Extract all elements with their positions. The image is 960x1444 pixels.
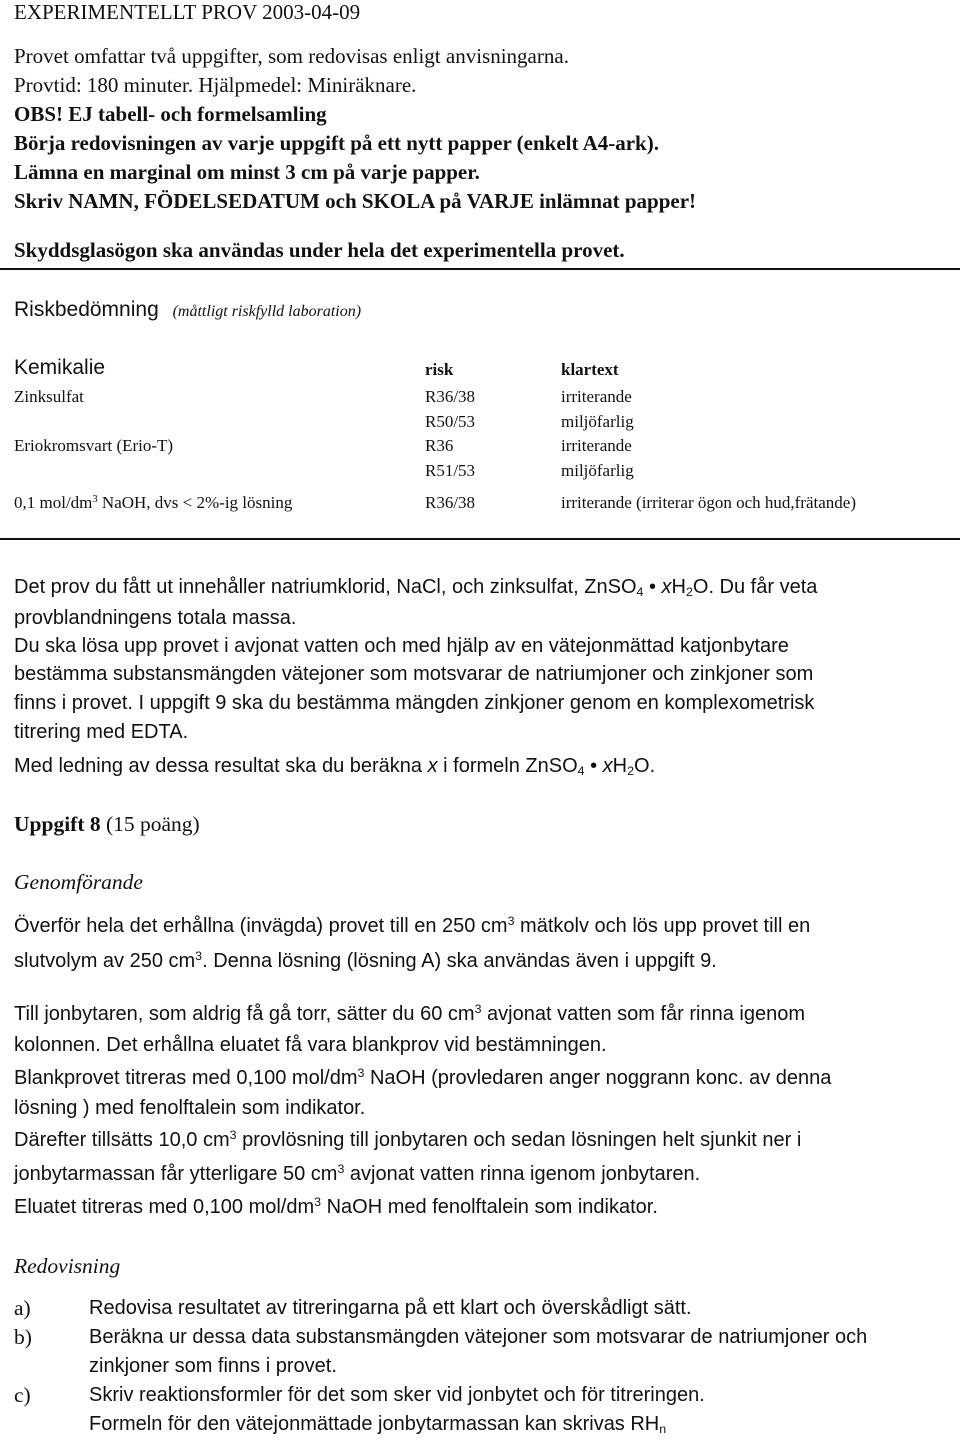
intro-line: Provet omfattar två uppgifter, som redovisas enligt anvisningarna. <box>14 44 569 68</box>
list-item-text: Redovisa resultatet av titreringarna på ett klart och överskådligt sätt. <box>89 1297 692 1319</box>
safety-line: Skyddsglasögon ska användas under hela det experimentella provet. <box>14 238 625 262</box>
borja-line: Börja redovisningen av varje uppgift på ett nytt papper (enkelt A4-ark). <box>14 131 659 155</box>
section-redovisning: Redovisning <box>14 1254 121 1278</box>
marginal-line: Lämna en marginal om minst 3 cm på varje papper. <box>14 160 480 184</box>
list-item-text: zinkjoner som finns i provet. <box>89 1355 337 1377</box>
procedure-line: Eluatet titreras med 0,100 mol/$dm^3$ NaOH med fenolftalein som indikator. <box>14 1195 658 1218</box>
col-header-risk: risk <box>425 360 454 379</box>
intro-text-line: Det prov du fått ut innehåller natriumklorid, NaCl, och zinksulfat, ZnSO$_4$ • $xH_2O$. Du får veta <box>14 576 818 600</box>
chem-klartext: irriterande <box>561 436 632 455</box>
chem-klartext: irriterande (irriterar ögon och hud,frätande) <box>561 493 856 512</box>
chem-klartext: miljöfarlig <box>561 412 634 431</box>
formula-line: Formeln för den vätejonmättade jonbytarmassan kan skrivas $RH_n$ <box>89 1413 667 1437</box>
provtid-line: Provtid: 180 minuter. Hjälpmedel: Miniräknare. <box>14 73 417 97</box>
chem-risk: R36 <box>425 436 454 455</box>
list-item-letter: b) <box>14 1325 32 1349</box>
procedure-line: Därefter tillsätts 10,0 $cm^3$ provlösning till jonbytaren och sedan lösningen helt sjunkit ner i <box>14 1128 802 1151</box>
page-title: EXPERIMENTELLT PROV 2003-04-09 <box>14 0 361 24</box>
procedure-line: Blankprovet titreras med 0,100 mol/$dm^3$ NaOH (provledaren anger noggrann konc. av denna <box>14 1066 832 1089</box>
obs-line: OBS! EJ tabell- och formelsamling <box>14 102 327 126</box>
col-header-klartext: klartext <box>561 360 619 379</box>
intro-text-line: Med ledning av dessa resultat ska du beräkna x i formeln ZnSO$_4$ • $xH_2O$. <box>14 755 656 779</box>
chem-risk: R36/38 <box>425 493 476 512</box>
uppgift-heading: Uppgift 8 (15 poäng) <box>14 812 200 836</box>
intro-text-line: finns i provet. I uppgift 9 ska du bestämma mängden zinkjoner genom en komplexometrisk <box>14 692 815 714</box>
chem-name: Eriokromsvart (Erio-T) <box>14 436 174 455</box>
skriv-line: Skriv NAMN, FÖDELSEDATUM och SKOLA på VARJE inlämnat papper! <box>14 189 697 213</box>
procedure-line: kolonnen. Det erhållna eluatet få vara blankprov vid bestämningen. <box>14 1034 607 1056</box>
procedure-line: Till jonbytaren, som aldrig få gå torr, sätter du 60 $cm^3$ avjonat vatten som får rinna igenom <box>14 1002 805 1025</box>
list-item-text: Beräkna ur dessa data substansmängden vätejoner som motsvarar de natriumjoner och <box>89 1326 868 1348</box>
chem-risk: R50/53 <box>425 412 476 431</box>
procedure-line: slutvolym av 250 $cm^3$. Denna lösning (lösning A) ska användas även i uppgift 9. <box>14 949 717 972</box>
intro-text-line: Du ska lösa upp provet i avjonat vatten och med hjälp av en vätejonmättad katjonbytare <box>14 635 789 657</box>
risk-assessment-box <box>0 268 960 540</box>
chem-risk: R36/38 <box>425 387 476 406</box>
list-item-letter: a) <box>14 1296 31 1320</box>
list-item-text: Skriv reaktionsformler för det som sker vid jonbytet och för titreringen. <box>89 1384 705 1406</box>
intro-text-line: titrering med EDTA. <box>14 721 189 743</box>
risk-subheading: (måttligt riskfylld laboration) <box>172 303 362 320</box>
chem-risk: R51/53 <box>425 461 476 480</box>
procedure-line: jonbytarmassan får ytterligare 50 $cm^3$ avjonat vatten rinna igenom jonbytaren. <box>14 1162 701 1185</box>
chem-klartext: irriterande <box>561 387 632 406</box>
chem-name-naoh: 0,1 mol/$dm^3$ NaOH, dvs < 2%-ig lösning <box>14 493 293 512</box>
chem-name: Zinksulfat <box>14 387 84 406</box>
procedure-line: lösning ) med fenolftalein som indikator. <box>14 1097 366 1119</box>
intro-text-line: provblandningens totala massa. <box>14 607 297 629</box>
procedure-line: Överför hela det erhållna (invägda) provet till en 250 $cm^3$ mätkolv och lös upp provet till en <box>14 914 811 937</box>
section-genomforande: Genomförande <box>14 870 143 894</box>
intro-text-line: bestämma substansmängden vätejoner som motsvarar de natriumjoner och zinkjoner som <box>14 663 814 685</box>
risk-heading: Riskbedömning <box>14 298 159 321</box>
col-header-kemikalie: Kemikalie <box>14 356 106 379</box>
list-item-letter: c) <box>14 1383 31 1407</box>
chem-klartext: miljöfarlig <box>561 461 634 480</box>
